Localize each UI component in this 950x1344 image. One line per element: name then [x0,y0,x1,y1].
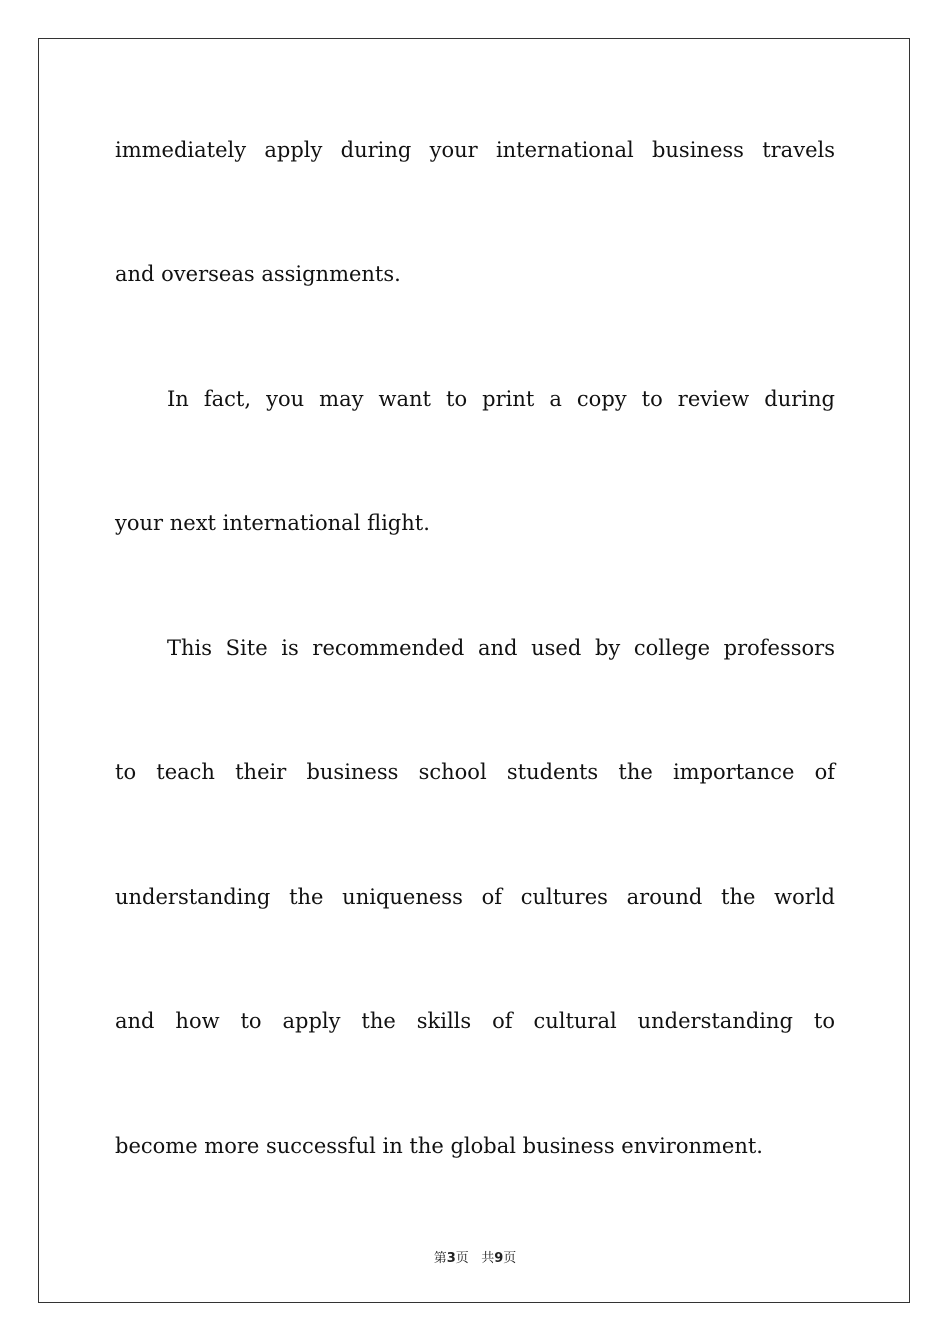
text-line: immediately apply during your international business travels [115,138,835,162]
footer-total-suffix: 页 [503,1251,517,1266]
page-border [38,38,910,1303]
footer-page-suffix: 页 [455,1251,469,1266]
text-line: and overseas assignments. [115,262,401,286]
current-page-number: 3 [446,1251,456,1266]
paragraph-first-line: This Site is recommended and used by college professors [167,636,835,660]
text-line: become more successful in the global business environment. [115,1134,763,1158]
text-line: and how to apply the skills of cultural understanding to [115,1009,835,1033]
page-number-footer [0,1247,950,1266]
paragraph-first-line: In fact, you may want to print a copy to review during [167,387,835,411]
footer-total-prefix: 共 [481,1251,495,1266]
text-line: your next international flight. [115,511,430,535]
total-page-count: 9 [494,1251,504,1266]
footer-prefix: 第 [433,1251,447,1266]
text-line: to teach their business school students the importance of [115,760,835,784]
text-line: understanding the uniqueness of cultures around the world [115,885,835,909]
